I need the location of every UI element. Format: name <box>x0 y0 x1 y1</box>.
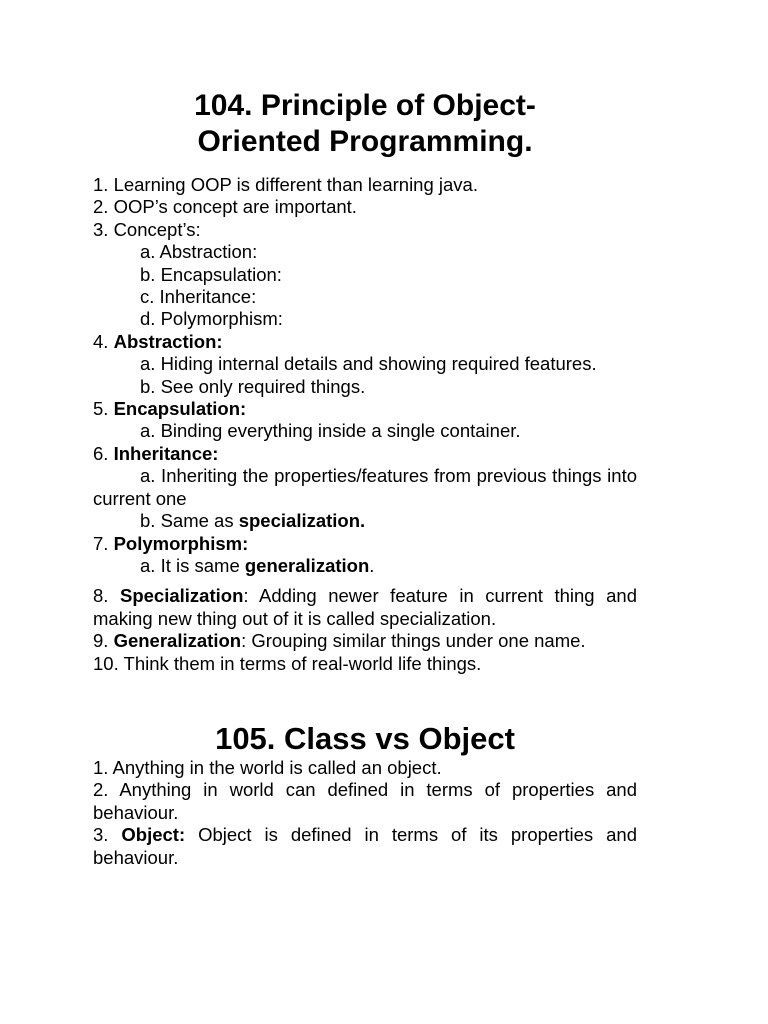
item-number: 3. <box>93 824 122 846</box>
item-number: 5. <box>93 398 114 420</box>
item-text: Object is defined in terms of its properties and behaviour. <box>93 824 637 868</box>
term-specialization: Specialization <box>120 585 244 607</box>
sub-list-item <box>93 555 637 577</box>
list-item <box>93 585 637 630</box>
list-item: 10. Think them in terms of real-world life things. <box>93 652 482 674</box>
section-104-body <box>93 174 637 675</box>
item-text: : Adding newer feature in current thing and making new thing out of it is called specialization. <box>93 585 637 629</box>
term-polymorphism: Polymorphism: <box>113 532 249 554</box>
item-number: 9. <box>93 630 114 652</box>
sub-list-item: b. See only required things. <box>140 375 366 397</box>
term-object: Object: <box>121 824 186 846</box>
list-item: 1. Learning OOP is different than learning java. <box>93 174 478 195</box>
document-page <box>93 88 637 869</box>
sub-item-text: . <box>369 554 375 576</box>
section-104-title-line-2: Oriented Programming. <box>197 125 533 158</box>
item-number: 4. <box>93 330 114 352</box>
list-item <box>93 398 637 420</box>
sub-item-text: a. It is same <box>140 554 245 576</box>
item-text: : Grouping similar things under one name. <box>241 630 586 652</box>
section-104-title-line-1: 104. Principle of Object- <box>194 89 536 122</box>
list-item: 2. OOP’s concept are important. <box>93 196 357 218</box>
term-abstraction: Abstraction: <box>113 330 223 352</box>
section-104-title <box>93 88 637 160</box>
section-105-title: 105. Class vs Object <box>215 720 515 756</box>
paragraph-spacer <box>93 577 637 585</box>
list-item: 3. Concept’s: <box>93 218 201 240</box>
sub-list-item: a. Binding everything inside a single container. <box>140 420 521 442</box>
term-specialization: specialization. <box>238 510 366 532</box>
term-inheritance: Inheritance: <box>113 442 219 464</box>
term-encapsulation: Encapsulation: <box>113 398 247 420</box>
sub-list-item <box>93 510 637 532</box>
sub-list-item: d. Polymorphism: <box>140 308 283 330</box>
section-105-body <box>93 757 637 869</box>
sub-list-item: c. Inheritance: <box>140 286 257 308</box>
list-item: 1. Anything in the world is called an object. <box>93 756 442 778</box>
list-item <box>93 443 637 465</box>
list-item <box>93 824 637 869</box>
sub-item-text: b. Same as <box>140 510 239 532</box>
term-generalization: Generalization <box>113 630 242 652</box>
list-item <box>93 630 637 652</box>
list-item <box>93 331 637 353</box>
sub-list-item: a. Inheriting the properties/features from previous things into current one <box>93 465 637 509</box>
list-item <box>93 533 637 555</box>
list-item: 2. Anything in world can defined in terms of properties and behaviour. <box>93 779 637 823</box>
sub-list-item: b. Encapsulation: <box>140 263 282 285</box>
item-number: 7. <box>93 532 114 554</box>
term-generalization: generalization <box>244 554 370 576</box>
item-number: 6. <box>93 442 114 464</box>
item-number: 8. <box>93 585 120 607</box>
sub-list-item: a. Hiding internal details and showing required features. <box>140 353 597 375</box>
sub-list-item: a. Abstraction: <box>140 241 258 263</box>
